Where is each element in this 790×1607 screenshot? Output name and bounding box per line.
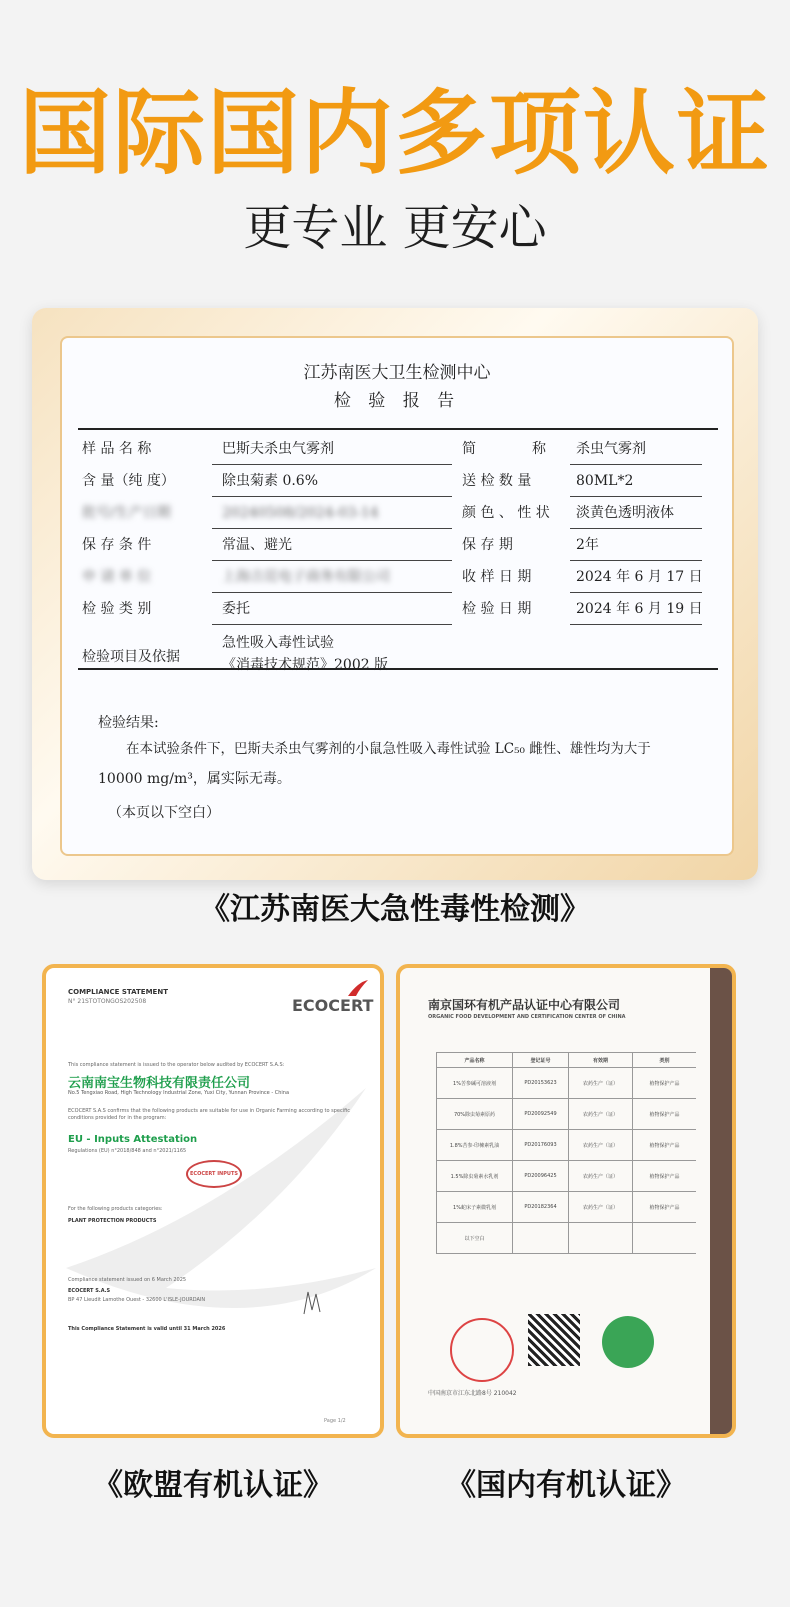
eu-watermark-bird [46, 968, 380, 1434]
ecocert-logo: ECOCERT [292, 996, 374, 1015]
table-cell: 以下空白 [436, 1223, 512, 1253]
report-left-label: 样 品 名 称 [82, 441, 152, 457]
basis-line1: 急性吸入毒性试验 [222, 635, 334, 651]
report-left-label: 保 存 条 件 [82, 537, 152, 553]
report-left-value: 常温、避光 [222, 537, 292, 553]
report-left-value: 上海吉芘电子商务有限公司 [222, 569, 390, 585]
table-cell: 产品名称 [436, 1053, 512, 1067]
table-cell: 植物保护产品 [632, 1161, 696, 1191]
result-line2: 10000 mg/m³，属实际无毒。 [98, 771, 291, 787]
test-report [60, 336, 734, 856]
cn-qr-code [528, 1314, 580, 1366]
table-row [436, 1130, 696, 1161]
report-caption: 《江苏南医大急性毒性检测》 [200, 892, 590, 927]
table-cell: 植物保护产品 [632, 1099, 696, 1129]
basis-line2: 《消毒技术规范》2002 版 [222, 657, 389, 673]
eu-validity: This Compliance Statement is valid until 31 March 2026 [68, 1326, 226, 1332]
table-cell: PD20182364 [512, 1192, 568, 1222]
report-right-value: 淡黄色透明液体 [576, 505, 674, 521]
cn-footer: 中国南京市江东北路8号 210042 [428, 1390, 517, 1397]
report-row-rule [212, 592, 452, 593]
cn-org: 南京国环有机产品认证中心有限公司 [428, 998, 621, 1012]
report-doc-title: 检 验 报 告 [333, 391, 461, 411]
table-cell: 农药生产（证） [568, 1099, 632, 1129]
report-row-rule [212, 464, 452, 465]
eu-issuer: ECOCERT S.A.S [68, 1288, 111, 1294]
report-left-value: 委托 [222, 601, 250, 617]
eu-confirm: ECOCERT S.A.S confirms that the following products are suitable for use in Organic Farming according to specific conditions provided for in the program: [68, 1108, 351, 1121]
report-left-value: 20240508/2024-03-14 [222, 505, 379, 521]
table-cell: 农药生产（证） [568, 1068, 632, 1098]
report-left-value: 除虫菊素 0.6% [222, 473, 319, 489]
report-row-rule [570, 560, 702, 561]
report-right-value: 杀虫气雾剂 [576, 441, 646, 457]
basis-label: 检验项目及依据 [82, 649, 180, 665]
table-cell: PD20092549 [512, 1099, 568, 1129]
report-right-label: 检 验 日 期 [462, 601, 532, 617]
table-cell: 植物保护产品 [632, 1192, 696, 1222]
table-cell: 1.5%除虫菊素水乳剂 [436, 1161, 512, 1191]
report-right-label: 保 存 期 [462, 537, 513, 553]
eu-certificate [42, 964, 384, 1438]
report-left-label: 含 量（纯 度） [82, 473, 175, 489]
eu-intro: This compliance statement is issued to the operator below audited by ECOCERT S.A.S: [68, 1062, 285, 1068]
report-row-rule [570, 464, 702, 465]
eu-issuer-address: BP 47 Lieudit Lamothe Ouest - 32600 L'ISLE-JOURDAIN [68, 1297, 206, 1303]
table-cell [632, 1223, 696, 1253]
eu-issued: Compliance statement issued on 6 March 2025 [68, 1277, 187, 1283]
table-row [436, 1099, 696, 1130]
eu-company: 云南南宝生物科技有限责任公司 [68, 1076, 251, 1091]
table-row [436, 1161, 696, 1192]
table-cell: 植物保护产品 [632, 1068, 696, 1098]
eu-categories-note: For the following products categories: [68, 1206, 163, 1212]
table-row [436, 1192, 696, 1223]
table-bottom-rule [78, 668, 718, 670]
report-left-label: 检 验 类 别 [82, 601, 152, 617]
report-row-rule [212, 624, 452, 625]
table-top-rule [78, 428, 718, 430]
table-cell [568, 1223, 632, 1253]
table-cell: PD20176093 [512, 1130, 568, 1160]
report-right-label: 简 称 [462, 441, 546, 457]
report-row-rule [212, 496, 452, 497]
report-row-rule [570, 592, 702, 593]
report-right-value: 2年 [576, 537, 599, 553]
eu-signature [298, 1286, 328, 1320]
report-right-value: 80ML*2 [576, 473, 634, 489]
table-cell: PD20096425 [512, 1161, 568, 1191]
report-right-label: 颜 色 、 性 状 [462, 505, 550, 521]
eu-page: Page 1/2 [324, 1418, 346, 1424]
eu-heading: COMPLIANCE STATEMENT [68, 988, 168, 996]
page-subtitle: 更专业 更安心 [243, 200, 547, 256]
table-cell: 1.8%苦参·印楝素乳油 [436, 1130, 512, 1160]
table-cell: 有效期 [568, 1053, 632, 1067]
page-title: 国际国内多项认证 [18, 80, 771, 187]
ecocert-stamp: ECOCERT INPUTS [186, 1160, 242, 1188]
eu-program: EU - Inputs Attestation [68, 1134, 198, 1145]
table-cell: PD20153623 [512, 1068, 568, 1098]
eu-caption: 《欧盟有机认证》 [93, 1468, 333, 1503]
report-left-label: 申 请 单 位 [82, 569, 152, 585]
report-right-value: 2024 年 6 月 19 日 [576, 601, 703, 617]
table-row [436, 1223, 696, 1254]
table-cell: 类别 [632, 1053, 696, 1067]
eu-category: PLANT PROTECTION PRODUCTS [68, 1218, 157, 1224]
table-cell: 植物保护产品 [632, 1130, 696, 1160]
table-row [436, 1053, 696, 1068]
report-left-value: 巴斯夫杀虫气雾剂 [222, 441, 334, 457]
cn-org-en: ORGANIC FOOD DEVELOPMENT AND CERTIFICATION CENTER OF CHINA [428, 1014, 626, 1020]
eu-regulation: Regulations (EU) n°2018/848 and n°2021/1165 [68, 1148, 187, 1154]
report-right-value: 2024 年 6 月 17 日 [576, 569, 703, 585]
cn-organic-logo [602, 1316, 654, 1368]
report-row-rule [570, 528, 702, 529]
cn-certificate [396, 964, 736, 1438]
table-cell: 1%苦参碱可溶液剂 [436, 1068, 512, 1098]
cn-cert-binding [710, 968, 732, 1434]
report-right-label: 收 样 日 期 [462, 569, 532, 585]
table-cell [512, 1223, 568, 1253]
report-left-label: 批号/生产日期 [82, 505, 171, 521]
table-cell: 农药生产（证） [568, 1161, 632, 1191]
table-row [436, 1068, 696, 1099]
cn-caption: 《国内有机认证》 [446, 1468, 686, 1503]
table-cell: 农药生产（证） [568, 1130, 632, 1160]
table-cell: 农药生产（证） [568, 1192, 632, 1222]
report-row-rule [212, 528, 452, 529]
report-row-rule [212, 560, 452, 561]
cn-red-seal [450, 1318, 514, 1382]
table-cell: 登记证号 [512, 1053, 568, 1067]
report-org: 江苏南医大卫生检测中心 [303, 363, 491, 383]
eu-address: No.5 Tengxiao Road, High Technology Industrial Zone, Yuxi City, Yunnan Province - China [68, 1090, 290, 1096]
result-label: 检验结果: [98, 715, 159, 731]
table-cell: 1%蛇床子素微乳剂 [436, 1192, 512, 1222]
eu-number: N° 21STOTONGOS202508 [68, 998, 147, 1005]
report-right-label: 送 检 数 量 [462, 473, 532, 489]
table-cell: 70%除虫菊素原药 [436, 1099, 512, 1129]
report-frame [32, 308, 758, 880]
result-line1: 在本试验条件下，巴斯夫杀虫气雾剂的小鼠急性吸入毒性试验 LC₅₀ 雌性、雄性均为大于 [126, 741, 651, 757]
report-row-rule [570, 496, 702, 497]
cn-product-table [436, 1052, 696, 1254]
report-row-rule [570, 624, 702, 625]
blank-note: （本页以下空白） [108, 805, 220, 821]
ecocert-bird-icon [346, 978, 370, 998]
